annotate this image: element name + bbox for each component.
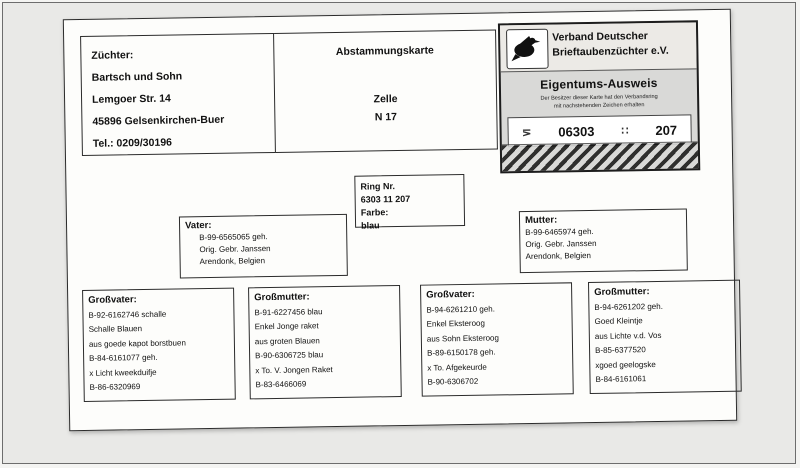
- grandparent-line: Schalle Blauen: [88, 324, 143, 334]
- breeder-label: Züchter:: [91, 49, 134, 62]
- certificate-header: [500, 22, 697, 72]
- mother-line-2: Orig. Gebr. Janssen: [525, 238, 597, 250]
- grandparent-block-1: [82, 288, 236, 402]
- grandparent-line: x To. Afgekeurde: [427, 362, 487, 373]
- grandparent-line: x Licht kweekduifje: [89, 367, 157, 378]
- grandparent-line: Enkel Jonge raket: [254, 321, 319, 332]
- grandparent-line: B-86-6320969: [89, 382, 141, 392]
- mother-line-3: Arendonk, Belgien: [525, 251, 592, 262]
- father-line-1: B-99-6565065 geh.: [199, 232, 268, 243]
- grandparent-line: aus Sohn Eksteroog: [426, 332, 499, 344]
- grandparent-block-2: [248, 285, 402, 399]
- card-title-block: [274, 29, 498, 152]
- grandparent-line: B-94-6261202 geh.: [594, 301, 663, 312]
- breeder-block: [80, 33, 276, 156]
- grandparent-line: B-85-6377520: [595, 345, 646, 355]
- grandparent-line: B-91-6227456 blau: [254, 306, 323, 317]
- grandparent-label: Großvater:: [88, 294, 137, 306]
- color-label: Farbe:: [360, 207, 389, 218]
- guilloche-pattern: [502, 141, 698, 171]
- grandparent-label: Großmutter:: [254, 291, 310, 304]
- ring-info-block: [354, 174, 465, 231]
- breeder-name: Bartsch und Sohn: [91, 70, 183, 84]
- ownership-certificate: [498, 20, 700, 173]
- symbol-left: ⋝: [522, 126, 532, 139]
- breeder-street: Lemgoer Str. 14: [91, 92, 171, 106]
- grandparent-line: B-83-6466069: [255, 379, 307, 390]
- color-value: blau: [361, 220, 380, 231]
- grandparent-line: B-84-6161061: [595, 374, 647, 384]
- grandparent-line: aus Lichte v.d. Vos: [594, 330, 662, 341]
- grandparent-label: Großmutter:: [594, 286, 650, 298]
- grandparent-line: B-94-6261210 geh.: [426, 304, 495, 315]
- grandparent-line: Goed Kleintje: [594, 316, 643, 326]
- breeder-city: 45896 Gelsenkirchen-Buer: [92, 113, 225, 128]
- ring-number-right: 207: [655, 122, 678, 138]
- father-line-3: Arendonk, Belgien: [199, 256, 266, 267]
- father-label: Vater:: [184, 219, 212, 232]
- ring-label: Ring Nr.: [360, 181, 396, 192]
- certificate-fineprint: Der Besitzer dieser Karte hat den Verbandsring mit nachstehenden Zeichen erhalten: [540, 93, 658, 110]
- grandparent-block-4: [588, 280, 742, 394]
- grandparent-line: aus groten Blauen: [254, 335, 320, 346]
- grandparent-line: xgoed geelogske: [595, 359, 656, 370]
- grandparent-block-3: [420, 282, 574, 396]
- pigeon-icon: [506, 29, 549, 70]
- cell-label: Zelle: [373, 93, 398, 106]
- symbol-right: ∷: [621, 124, 629, 138]
- grandparent-line: x To. V. Jongen Raket: [255, 364, 333, 375]
- ring-value: 6303 11 207: [360, 193, 411, 205]
- grandparent-line: B-90-6306702: [427, 376, 479, 387]
- cell-value: N 17: [374, 111, 398, 124]
- ring-number-left: 06303: [558, 123, 595, 140]
- father-line-2: Orig. Gebr. Janssen: [199, 244, 271, 255]
- mother-line-1: B-99-6465974 geh.: [525, 226, 594, 238]
- breeder-phone: Tel.: 0209/30196: [92, 136, 173, 150]
- grandparent-line: aus goede kapot borstbuen: [88, 337, 186, 349]
- pedigree-card: [63, 9, 737, 431]
- association-name: Verband Deutscher Brieftaubenzüchter e.V.: [552, 30, 669, 59]
- mother-block: [519, 208, 688, 273]
- grandparent-line: B-84-6161077 geh.: [89, 352, 158, 363]
- grandparent-label: Großvater:: [426, 288, 475, 301]
- grandparent-line: B-92-6162746 schalle: [88, 309, 167, 320]
- grandparent-line: B-90-6306725 blau: [255, 350, 324, 361]
- father-block: [179, 214, 348, 279]
- grandparent-line: Enkel Eksteroog: [426, 318, 485, 329]
- certificate-title: Eigentums-Ausweis: [540, 75, 658, 92]
- grandparent-line: B-89-6150178 geh.: [427, 347, 496, 358]
- page-title: Abstammungskarte: [335, 44, 434, 58]
- mother-label: Mutter:: [524, 214, 558, 227]
